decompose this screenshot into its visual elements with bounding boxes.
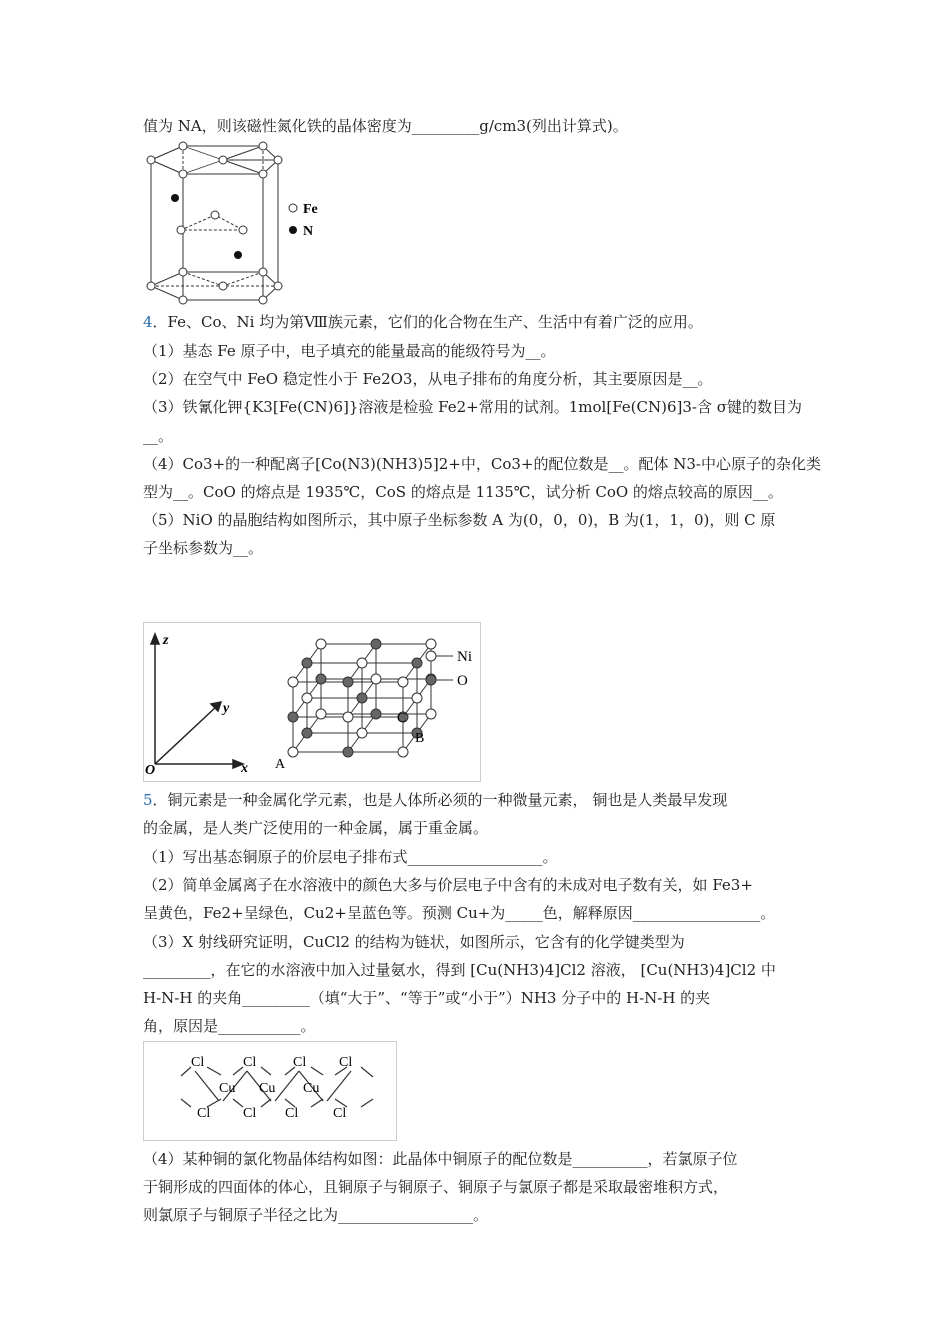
cl-label: Cl <box>285 1106 299 1121</box>
text-line: H-N-H 的夹角_________（填“大于”、“等于”或“小于”）NH3 分子中的 H-N-H 的夹 <box>143 989 711 1007</box>
origin-label: O <box>145 763 156 778</box>
figure-cucl2-chain <box>143 1041 397 1141</box>
text-line: 子坐标参数为__。 <box>143 539 264 557</box>
axis-y-label: y <box>223 701 230 716</box>
cu-label: Cu <box>219 1081 236 1096</box>
label-c: C <box>397 711 407 726</box>
cl-label: Cl <box>243 1055 257 1070</box>
cl-label: Cl <box>339 1055 353 1070</box>
text-line: （2）在空气中 FeO 稳定性小于 Fe2O3，从电子排布的角度分析，其主要原因是__。 <box>143 370 713 388</box>
text-line: 于铜形成的四面体的体心，且铜原子与铜原子、铜原子与氯原子都是采取最密堆积方式， <box>143 1178 729 1196</box>
cl-label: Cl <box>197 1106 211 1121</box>
text-line: 型为__。CoO 的熔点是 1935℃，CoS 的熔点是 1135℃，试分析 CoO 的熔点较高的原因__。 <box>143 483 783 501</box>
legend-fe: Fe <box>303 202 318 217</box>
legend-n: N <box>303 224 314 239</box>
text-line: （1）基态 Fe 原子中，电子填充的能量最高的能级符号为__。 <box>143 342 556 360</box>
text-line: 则氯原子与铜原子半径之比为__________________。 <box>143 1206 489 1224</box>
text-line: （4）Co3+的一种配离子[Co(N3)(NH3)5]2+中，Co3+的配位数是__。配体 N3-中心原子的杂化类 <box>143 455 821 473</box>
text-line: （1）写出基态铜原子的价层电子排布式__________________。 <box>143 848 558 866</box>
text-line: （3）铁氰化钾{K3[Fe(CN)6]}溶液是检验 Fe2+常用的试剂。1mol[Fe(CN)6]3-含 σ键的数目为 <box>143 398 802 416</box>
legend-o: O <box>457 673 468 689</box>
text-line: 的金属，是人类广泛使用的一种金属，属于重金属。 <box>143 819 489 837</box>
cl-label: Cl <box>293 1055 307 1070</box>
cu-label: Cu <box>259 1081 276 1096</box>
axis-x-label: x <box>241 761 248 776</box>
text-line: （4）某种铜的氯化物晶体结构如图：此晶体中铜原子的配位数是__________，若氯原子位 <box>143 1150 738 1168</box>
text-line: （5）NiO 的晶胞结构如图所示，其中原子坐标参数 A 为(0，0，0)，B 为(1，1，0)，则 C 原 <box>143 511 776 529</box>
figure-iron-nitride-cell <box>143 140 333 310</box>
label-a: A <box>275 757 286 772</box>
cu-label: Cu <box>303 1081 320 1096</box>
question-5-title: 5．铜元素是一种金属化学元素，也是人体所必须的一种微量元素， 铜也是人类最早发现 <box>143 791 728 809</box>
text-line: __。 <box>143 427 174 445</box>
label-b: B <box>415 731 425 746</box>
question-4-title: 4．Fe、Co、Ni 均为第Ⅷ族元素，它们的化合物在生产、生活中有着广泛的应用。 <box>143 313 703 331</box>
text-line: （3）X 射线研究证明，CuCl2 的结构为链状，如图所示，它含有的化学键类型为 <box>143 933 685 951</box>
cl-label: Cl <box>191 1055 205 1070</box>
axis-z-label: z <box>163 633 169 648</box>
figure-nio-cell <box>143 622 481 782</box>
text-line: _________，在它的水溶液中加入过量氨水，得到 [Cu(NH3)4]Cl2 溶液， [Cu(NH3)4]Cl2 中 <box>143 961 776 979</box>
text-line: 角，原因是___________。 <box>143 1017 316 1035</box>
cl-label: Cl <box>243 1106 257 1121</box>
text-line: 呈黄色，Fe2+呈绿色，Cu2+呈蓝色等。预测 Cu+为_____色，解释原因_________________。 <box>143 904 776 922</box>
text-line: （2）简单金属离子在水溶液中的颜色大多与价层电子中含有的未成对电子数有关，如 Fe3+ <box>143 876 753 894</box>
cl-label: Cl <box>333 1106 347 1121</box>
text-line: 值为 NA，则该磁性氮化铁的晶体密度为_________g/cm3(列出计算式)。 <box>143 117 628 135</box>
legend-ni: Ni <box>457 649 472 665</box>
